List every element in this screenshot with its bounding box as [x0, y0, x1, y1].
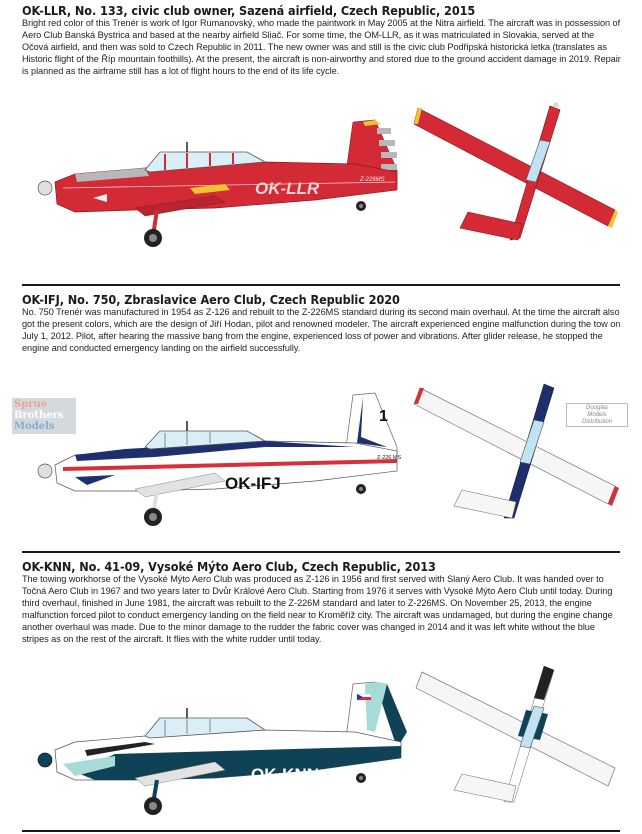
- stamp-line: Douglas: [585, 405, 608, 411]
- stamp-line: Models: [587, 412, 607, 418]
- tail-number: 1: [379, 408, 388, 425]
- divider: [22, 830, 620, 832]
- section-title: OK-IFJ, No. 750, Zbraslavice Aero Club, Czech Republic 2020: [22, 293, 400, 307]
- side-view-ok-llr: [15, 108, 415, 250]
- side-view-ok-ifj: [15, 385, 415, 527]
- top-view-ok-knn: [410, 660, 630, 820]
- watermark-line: Models: [14, 421, 55, 432]
- watermark-line: Sprue: [14, 399, 48, 410]
- distributor-stamp: [566, 403, 628, 427]
- top-view-ok-llr: [410, 100, 630, 260]
- section-ok-knn: [22, 560, 622, 647]
- tail-marking: Z-226MS: [360, 177, 385, 183]
- registration-text: OK-LLR: [255, 179, 320, 198]
- divider: [22, 284, 620, 286]
- section-description: Bright red color of this Trenér is work of Igor Rumanovský, who made the paintwork in May 2005 at the Nitra airfield. The aircraft was in possession of Aero Club Banská Bystrica and based at the nearby airfield Sliač. For some time, the OM-LLR, as it was matriculated in Slovakia, served at the Očová airfield, and then was sold to Czech Republic in 2011. The new owner was and still is the civic club Podřipská historická letka (translates as Historic flight of the Říp mountain foothills). At the present, the aircraft is non-airworthy and stored due to the ground accident damage in 2019. Repair is planned as the airframe still has a lot of flight hours to the end of its life cycle.: [22, 18, 621, 78]
- section-title: OK-LLR, No. 133, civic club owner, Sazená airfield, Czech Republic, 2015: [22, 4, 476, 18]
- czech-flag-icon: [357, 694, 371, 700]
- section-title: OK-KNN, No. 41-09, Vysoké Mýto Aero Club, Czech Republic, 2013: [22, 560, 436, 574]
- registration-text: OK-KNN: [251, 765, 319, 784]
- tail-marking: Z-226 MS: [377, 455, 402, 461]
- section-description: No. 750 Trenér was manufactured in 1954 as Z-126 and rebuilt to the Z-226MS standard during its second main overhaul. At the time the aircraft also got the present colors, which are the design of Jiří Hodan, pilot and renowned modeler. The aircraft experienced engine malfunction during the tow on July 1, 2012. Pilot, after hearing the massive bang from the engine, experienced loss of power and vibrations. After glider release, he stopped the engine and conducted emergency landing on the airfield successfully.: [22, 307, 621, 355]
- registration-text: OK-IFJ: [225, 474, 281, 493]
- section-ok-ifj: [22, 293, 622, 355]
- top-view-ok-ifj: [410, 378, 630, 538]
- watermark-line: Brothers: [14, 410, 64, 421]
- stamp-line: Distribution: [581, 419, 612, 425]
- divider: [22, 551, 620, 553]
- side-view-ok-knn: [15, 672, 415, 822]
- section-ok-llr: [22, 4, 622, 78]
- section-description: The towing workhorse of the Vysoké Mýto Aero Club was produced as Z-126 in 1956 and first served with Slaný Aero Club. It was handed over to Točná Aero Club in 1967 and two years later to Dvůr Králové Aero Club. Starting from 1976 it serves with Vysoké Mýto Aero Club until today. During third overhaul, finished in June 1981, the aircraft was rebuilt to the Z-226M standard and later to Z-226MS. On November 25, 2013, the engine malfunction forced pilot to conduct emergency landing on the field near to Kroměříž city. The aircraft was undamaged, but during the engine change another overhaul was made. Due to the minor damage to the rudder the fabric cover was changed in 2014 and it was left white without the blue stripes as on the rest of the aircraft. It flies with the white rudder until today.: [22, 574, 613, 646]
